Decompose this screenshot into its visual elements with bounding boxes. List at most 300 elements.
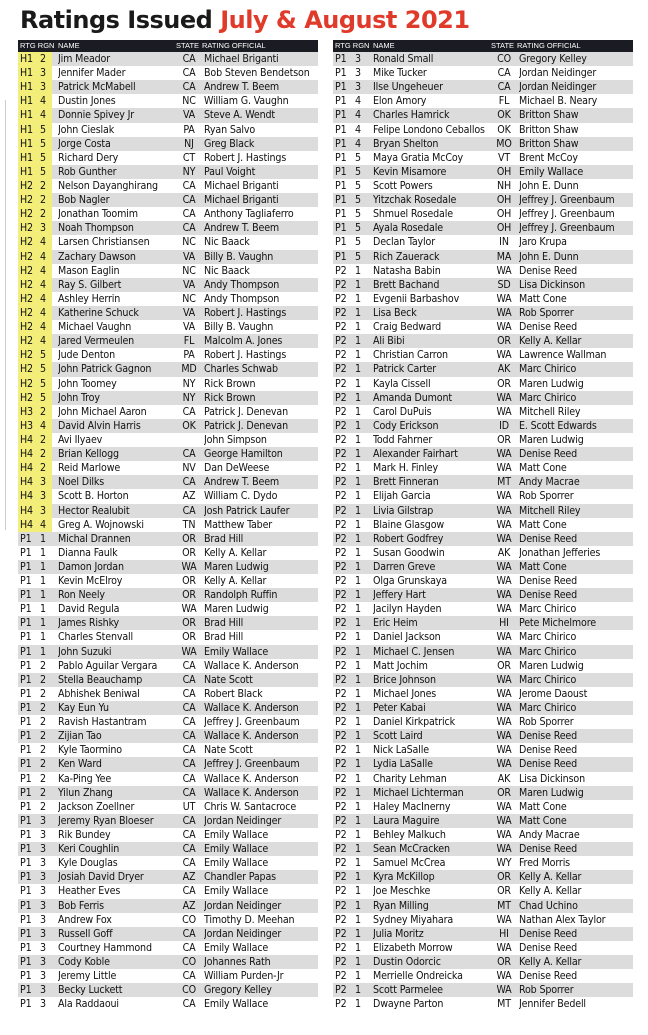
region-cell: 4 xyxy=(355,123,361,136)
state-cell: VT xyxy=(497,151,511,164)
table-row xyxy=(18,334,318,348)
region-cell: 1 xyxy=(355,786,361,799)
rating-cell: P1 xyxy=(20,702,32,715)
region-cell: 3 xyxy=(40,871,46,884)
region-cell: 1 xyxy=(355,871,361,884)
rating-cell: H2 xyxy=(18,391,38,405)
table-row xyxy=(18,941,318,955)
official-cell: Marc Chirico xyxy=(519,391,577,404)
region-cell: 4 xyxy=(38,292,52,306)
rating-cell: P1 xyxy=(20,560,32,573)
state-cell: AZ xyxy=(182,871,196,884)
name-cell: Abhishek Beniwal xyxy=(58,687,140,700)
rating-cell: P2 xyxy=(335,476,347,489)
rating-cell: P1 xyxy=(20,758,32,771)
name-cell: Daniel Kirkpatrick xyxy=(373,716,455,729)
state-cell: WA xyxy=(496,687,512,700)
table-row xyxy=(333,659,633,673)
name-cell: Ilse Ungeheuer xyxy=(373,81,443,94)
table-row xyxy=(18,630,318,644)
official-cell: Maren Ludwig xyxy=(519,786,584,799)
official-cell: Denise Reed xyxy=(519,843,578,856)
name-cell: John Patrick Gagnon xyxy=(58,363,152,376)
region-cell: 2 xyxy=(40,673,46,686)
table-row xyxy=(333,899,633,913)
name-cell: Katherine Schuck xyxy=(58,306,139,319)
state-cell: AK xyxy=(497,363,511,376)
official-cell: Gregory Kelley xyxy=(204,984,272,997)
rating-cell: P2 xyxy=(335,970,347,983)
rating-cell: H2 xyxy=(18,334,38,348)
official-cell: John E. Dunn xyxy=(519,179,579,192)
state-cell: VA xyxy=(182,250,196,263)
state-cell: MT xyxy=(497,998,511,1011)
state-cell: OH xyxy=(496,165,512,178)
rating-cell: P1 xyxy=(20,800,32,813)
state-cell: CA xyxy=(182,504,196,517)
official-cell: Wallace K. Anderson xyxy=(204,772,299,785)
region-cell: 5 xyxy=(38,362,52,376)
name-cell: Brett Bachand xyxy=(373,278,440,291)
state-cell: WA xyxy=(496,941,512,954)
table-row xyxy=(333,560,633,574)
state-cell: AK xyxy=(497,546,511,559)
rating-cell: P2 xyxy=(335,730,347,743)
region-cell: 1 xyxy=(355,673,361,686)
region-cell: 1 xyxy=(355,490,361,503)
official-cell: John Simpson xyxy=(204,433,267,446)
rating-cell: P1 xyxy=(335,81,347,94)
rating-cell: H4 xyxy=(18,489,38,503)
state-cell: FL xyxy=(183,335,195,348)
name-cell: Stella Beauchamp xyxy=(58,673,143,686)
table-row xyxy=(333,997,633,1011)
table-body-right xyxy=(333,52,633,1011)
table-row xyxy=(18,870,318,884)
table-row xyxy=(333,969,633,983)
table-row xyxy=(333,757,633,771)
region-cell: 3 xyxy=(355,81,361,94)
rating-cell: P1 xyxy=(20,730,32,743)
name-cell: Yilun Zhang xyxy=(58,786,113,799)
state-cell: WA xyxy=(496,349,512,362)
table-row xyxy=(18,574,318,588)
name-cell: Kyle Taormino xyxy=(58,744,122,757)
name-cell: Damon Jordan xyxy=(58,560,124,573)
rating-cell: H4 xyxy=(18,461,38,475)
region-cell: 2 xyxy=(40,687,46,700)
state-cell: CA xyxy=(182,53,196,65)
state-cell: WA xyxy=(496,264,512,277)
official-cell: Britton Shaw xyxy=(519,123,579,136)
rating-cell: P1 xyxy=(335,165,347,178)
region-cell: 4 xyxy=(38,419,52,433)
table-row xyxy=(333,687,633,701)
table-row xyxy=(333,377,633,391)
official-cell: Rob Sporrer xyxy=(519,984,574,997)
state-cell: WA xyxy=(496,306,512,319)
official-cell: Charles Schwab xyxy=(204,363,278,376)
region-cell: 1 xyxy=(355,589,361,602)
region-cell: 3 xyxy=(40,970,46,983)
official-cell: Brad Hill xyxy=(204,631,244,644)
table-row xyxy=(18,518,318,532)
name-cell: Ray S. Gilbert xyxy=(58,278,122,291)
table-row xyxy=(18,433,318,447)
name-cell: Matt Jochim xyxy=(373,659,428,672)
official-cell: Emily Wallace xyxy=(204,941,269,954)
official-cell: Rob Sporrer xyxy=(519,306,574,319)
name-cell: Noah Thompson xyxy=(58,222,134,235)
name-cell: Richard Dery xyxy=(58,151,119,164)
state-cell: MT xyxy=(497,899,511,912)
state-cell: NC xyxy=(182,236,196,249)
state-cell: OR xyxy=(182,546,196,559)
region-cell: 1 xyxy=(355,998,361,1011)
official-cell: Denise Reed xyxy=(519,264,578,277)
region-cell: 1 xyxy=(355,970,361,983)
region-cell: 1 xyxy=(40,560,46,573)
state-cell: PA xyxy=(183,123,195,136)
official-cell: E. Scott Edwards xyxy=(519,419,597,432)
state-cell: CO xyxy=(182,956,196,968)
official-cell: Bob Steven Bendetson xyxy=(204,67,310,80)
region-cell: 5 xyxy=(38,348,52,362)
rating-cell: P2 xyxy=(335,377,347,390)
region-cell: 1 xyxy=(355,843,361,856)
state-cell: WA xyxy=(496,321,512,334)
state-cell: WA xyxy=(496,984,512,997)
name-cell: John Michael Aaron xyxy=(58,405,147,418)
name-cell: Brian Kellogg xyxy=(58,448,119,461)
official-cell: Wallace K. Anderson xyxy=(204,786,299,799)
region-cell: 2 xyxy=(40,786,46,799)
name-cell: Charles Hamrick xyxy=(373,109,450,122)
rating-cell: P2 xyxy=(335,264,347,277)
region-cell: 1 xyxy=(40,645,46,658)
name-cell: Kay Eun Yu xyxy=(58,702,109,715)
table-row xyxy=(18,447,318,461)
name-cell: Robert Godfrey xyxy=(373,532,444,545)
name-cell: Noel Dilks xyxy=(58,476,105,489)
region-cell: 1 xyxy=(355,363,361,376)
name-cell: James Rishky xyxy=(58,617,120,630)
rating-cell: P1 xyxy=(20,998,32,1011)
official-cell: Denise Reed xyxy=(519,532,578,545)
name-cell: Michael Vaughn xyxy=(58,321,132,334)
region-cell: 3 xyxy=(38,66,52,80)
rating-cell: H1 xyxy=(18,80,38,94)
rating-cell: P1 xyxy=(20,927,32,940)
region-cell: 5 xyxy=(38,377,52,391)
rating-cell: H2 xyxy=(18,179,38,193)
name-cell: Rich Zauerack xyxy=(373,250,440,263)
official-cell: Kelly A. Kellar xyxy=(519,885,582,898)
state-cell: OR xyxy=(497,433,511,446)
official-cell: Malcolm A. Jones xyxy=(204,335,283,348)
rating-cell: P2 xyxy=(335,589,347,602)
official-cell: Kelly A. Kellar xyxy=(204,575,267,588)
state-cell: WA xyxy=(496,645,512,658)
region-cell: 2 xyxy=(40,716,46,729)
official-cell: Patrick J. Denevan xyxy=(204,405,288,418)
table-row xyxy=(18,475,318,489)
official-cell: Maren Ludwig xyxy=(519,659,584,672)
rating-cell: H2 xyxy=(18,250,38,264)
rating-cell: P2 xyxy=(335,292,347,305)
official-cell: Jordan Neidinger xyxy=(204,814,282,827)
official-cell: Britton Shaw xyxy=(519,137,579,150)
state-cell: WA xyxy=(496,504,512,517)
table-row xyxy=(333,80,633,94)
region-cell: 5 xyxy=(38,391,52,405)
table-row xyxy=(333,955,633,969)
region-cell: 5 xyxy=(355,250,361,263)
name-cell: Kayla Cissell xyxy=(373,377,431,390)
table-row xyxy=(333,362,633,376)
table-row xyxy=(333,475,633,489)
state-cell: CA xyxy=(182,208,196,221)
rating-cell: H4 xyxy=(18,433,38,447)
state-cell: CO xyxy=(497,53,511,65)
rating-cell: P1 xyxy=(335,95,347,108)
rating-cell: P2 xyxy=(335,913,347,926)
region-cell: 2 xyxy=(38,405,52,419)
official-cell: Marc Chirico xyxy=(519,603,577,616)
rating-cell: P2 xyxy=(335,786,347,799)
table-row xyxy=(333,602,633,616)
state-cell: UT xyxy=(182,800,196,813)
state-cell: CA xyxy=(182,744,196,757)
state-cell: CA xyxy=(182,702,196,715)
name-cell: Heather Eves xyxy=(58,885,121,898)
table-row xyxy=(18,659,318,673)
table-row xyxy=(333,814,633,828)
table-row xyxy=(333,405,633,419)
state-cell: OR xyxy=(497,956,511,968)
state-cell: AZ xyxy=(182,899,196,912)
region-cell: 3 xyxy=(40,829,46,842)
state-cell: WA xyxy=(496,800,512,813)
official-cell: Jordan Neidinger xyxy=(519,81,597,94)
rating-cell: H1 xyxy=(18,165,38,179)
name-cell: Jared Vermeulen xyxy=(58,335,135,348)
name-cell: Cody Erickson xyxy=(373,419,439,432)
name-cell: Dustin Jones xyxy=(58,95,116,108)
region-cell: 1 xyxy=(355,829,361,842)
table-row xyxy=(333,179,633,193)
rating-cell: H2 xyxy=(18,221,38,235)
rating-cell: P2 xyxy=(335,617,347,630)
rating-cell: P1 xyxy=(20,631,32,644)
region-cell: 5 xyxy=(355,236,361,249)
name-cell: Ryan Milling xyxy=(373,899,429,912)
name-cell: Julia Moritz xyxy=(373,927,424,940)
page-margin-strip xyxy=(0,100,6,530)
state-cell: VA xyxy=(182,306,196,319)
rating-cell: P1 xyxy=(335,194,347,207)
name-cell: Rob Gunther xyxy=(58,165,117,178)
official-cell: Denise Reed xyxy=(519,927,578,940)
rating-cell: H1 xyxy=(18,151,38,165)
table-row xyxy=(18,391,318,405)
table-row xyxy=(18,546,318,560)
official-cell: Josh Patrick Laufer xyxy=(204,504,290,517)
rating-cell: H2 xyxy=(18,320,38,334)
official-cell: Lawrence Wallman xyxy=(519,349,607,362)
name-cell: David Alvin Harris xyxy=(58,419,141,432)
official-cell: Jonathan Jefferies xyxy=(519,546,601,559)
region-cell: 1 xyxy=(355,560,361,573)
state-cell: CA xyxy=(182,405,196,418)
official-cell: Fred Morris xyxy=(519,857,571,870)
name-cell: Dianna Faulk xyxy=(58,546,118,559)
rating-cell: P2 xyxy=(335,927,347,940)
state-cell: CA xyxy=(182,998,196,1011)
name-cell: Scott Powers xyxy=(373,179,433,192)
state-cell: CA xyxy=(182,772,196,785)
state-cell: CO xyxy=(182,984,196,997)
rating-cell: H2 xyxy=(18,207,38,221)
name-cell: Ron Neely xyxy=(58,589,105,602)
region-cell: 3 xyxy=(38,489,52,503)
table-row xyxy=(333,630,633,644)
rating-cell: H4 xyxy=(18,475,38,489)
name-cell: Ayala Rosedale xyxy=(373,222,443,235)
official-cell: Britton Shaw xyxy=(519,109,579,122)
name-cell: Dwayne Parton xyxy=(373,998,444,1011)
region-cell: 3 xyxy=(40,998,46,1011)
official-cell: Dan DeWeese xyxy=(204,462,270,475)
table-row xyxy=(333,842,633,856)
region-cell: 2 xyxy=(38,193,52,207)
official-cell: Lisa Dickinson xyxy=(519,278,585,291)
rating-cell: P1 xyxy=(335,222,347,235)
region-cell: 4 xyxy=(38,320,52,334)
region-cell: 1 xyxy=(355,575,361,588)
table-row xyxy=(18,52,318,66)
rating-cell: P2 xyxy=(335,899,347,912)
official-cell: Emily Wallace xyxy=(204,998,269,1011)
official-cell: Marc Chirico xyxy=(519,631,577,644)
table-row xyxy=(18,278,318,292)
rating-cell: P2 xyxy=(335,984,347,997)
official-cell: Denise Reed xyxy=(519,589,578,602)
rating-cell: P1 xyxy=(335,67,347,80)
state-cell: IN xyxy=(499,236,509,249)
region-cell: 2 xyxy=(40,702,46,715)
official-cell: John E. Dunn xyxy=(519,250,579,263)
table-row xyxy=(333,207,633,221)
region-cell: 2 xyxy=(40,659,46,672)
state-cell: CO xyxy=(182,913,196,926)
official-cell: Anthony Tagliaferro xyxy=(204,208,294,221)
name-cell: Blaine Glasgow xyxy=(373,518,445,531)
state-cell: WA xyxy=(496,702,512,715)
official-cell: Jeffrey J. Greenbaum xyxy=(204,758,300,771)
header-state: STATE xyxy=(491,41,515,50)
name-cell: John Cieslak xyxy=(58,123,115,136)
name-cell: Michael C. Jensen xyxy=(373,645,455,658)
official-cell: Jordan Neidinger xyxy=(204,899,282,912)
state-cell: CA xyxy=(182,814,196,827)
official-cell: Jeffrey J. Greenbaum xyxy=(204,716,300,729)
rating-cell: P2 xyxy=(335,560,347,573)
header-name: NAME xyxy=(58,41,80,50)
region-cell: 1 xyxy=(355,631,361,644)
table-row xyxy=(18,687,318,701)
state-cell: OR xyxy=(497,377,511,390)
table-row xyxy=(18,772,318,786)
state-cell: HI xyxy=(499,617,509,630)
name-cell: Ken Ward xyxy=(58,758,102,771)
state-cell: WA xyxy=(181,645,197,658)
name-cell: Becky Luckett xyxy=(58,984,123,997)
official-cell: Emily Wallace xyxy=(204,829,269,842)
state-cell: SD xyxy=(497,278,511,291)
table-row xyxy=(333,828,633,842)
region-cell: 5 xyxy=(38,137,52,151)
name-cell: Elijah Garcia xyxy=(373,490,431,503)
name-cell: Susan Goodwin xyxy=(373,546,445,559)
official-cell: Rob Sporrer xyxy=(519,490,574,503)
rating-cell: P1 xyxy=(20,786,32,799)
state-cell: CA xyxy=(182,970,196,983)
table-row xyxy=(18,814,318,828)
official-cell: Nate Scott xyxy=(204,673,253,686)
rating-cell: P2 xyxy=(335,772,347,785)
region-cell: 2 xyxy=(38,461,52,475)
region-cell: 5 xyxy=(355,208,361,221)
state-cell: OR xyxy=(182,589,196,602)
name-cell: Olga Grunskaya xyxy=(373,575,447,588)
state-cell: CA xyxy=(182,843,196,856)
table-row xyxy=(18,362,318,376)
state-cell: WA xyxy=(496,758,512,771)
region-cell: 1 xyxy=(355,349,361,362)
region-cell: 4 xyxy=(38,108,52,122)
table-row xyxy=(333,532,633,546)
name-cell: Ka-Ping Yee xyxy=(58,772,112,785)
name-cell: Charles Stenvall xyxy=(58,631,134,644)
region-cell: 4 xyxy=(355,95,361,108)
state-cell: WA xyxy=(496,589,512,602)
table-row xyxy=(18,927,318,941)
state-cell: NJ xyxy=(184,137,194,150)
official-cell: Mitchell Riley xyxy=(519,504,581,517)
table-row xyxy=(333,165,633,179)
official-cell: Robert J. Hastings xyxy=(204,306,287,319)
region-cell: 1 xyxy=(355,857,361,870)
table-row xyxy=(18,800,318,814)
table-row xyxy=(333,221,633,235)
name-cell: Jeremy Little xyxy=(58,970,117,983)
rating-cell: P2 xyxy=(335,462,347,475)
state-cell: WA xyxy=(496,448,512,461)
state-cell: WA xyxy=(496,490,512,503)
state-cell: MO xyxy=(496,137,512,150)
rating-cell: P1 xyxy=(20,956,32,968)
name-cell: Evgenii Barbashov xyxy=(373,292,460,305)
state-cell: CA xyxy=(182,179,196,192)
rating-cell: P2 xyxy=(335,278,347,291)
name-cell: Natasha Babin xyxy=(373,264,441,277)
name-cell: David Regula xyxy=(58,603,120,616)
table-row xyxy=(333,574,633,588)
official-cell: Maren Ludwig xyxy=(519,433,584,446)
table-row xyxy=(333,447,633,461)
region-cell: 2 xyxy=(40,800,46,813)
